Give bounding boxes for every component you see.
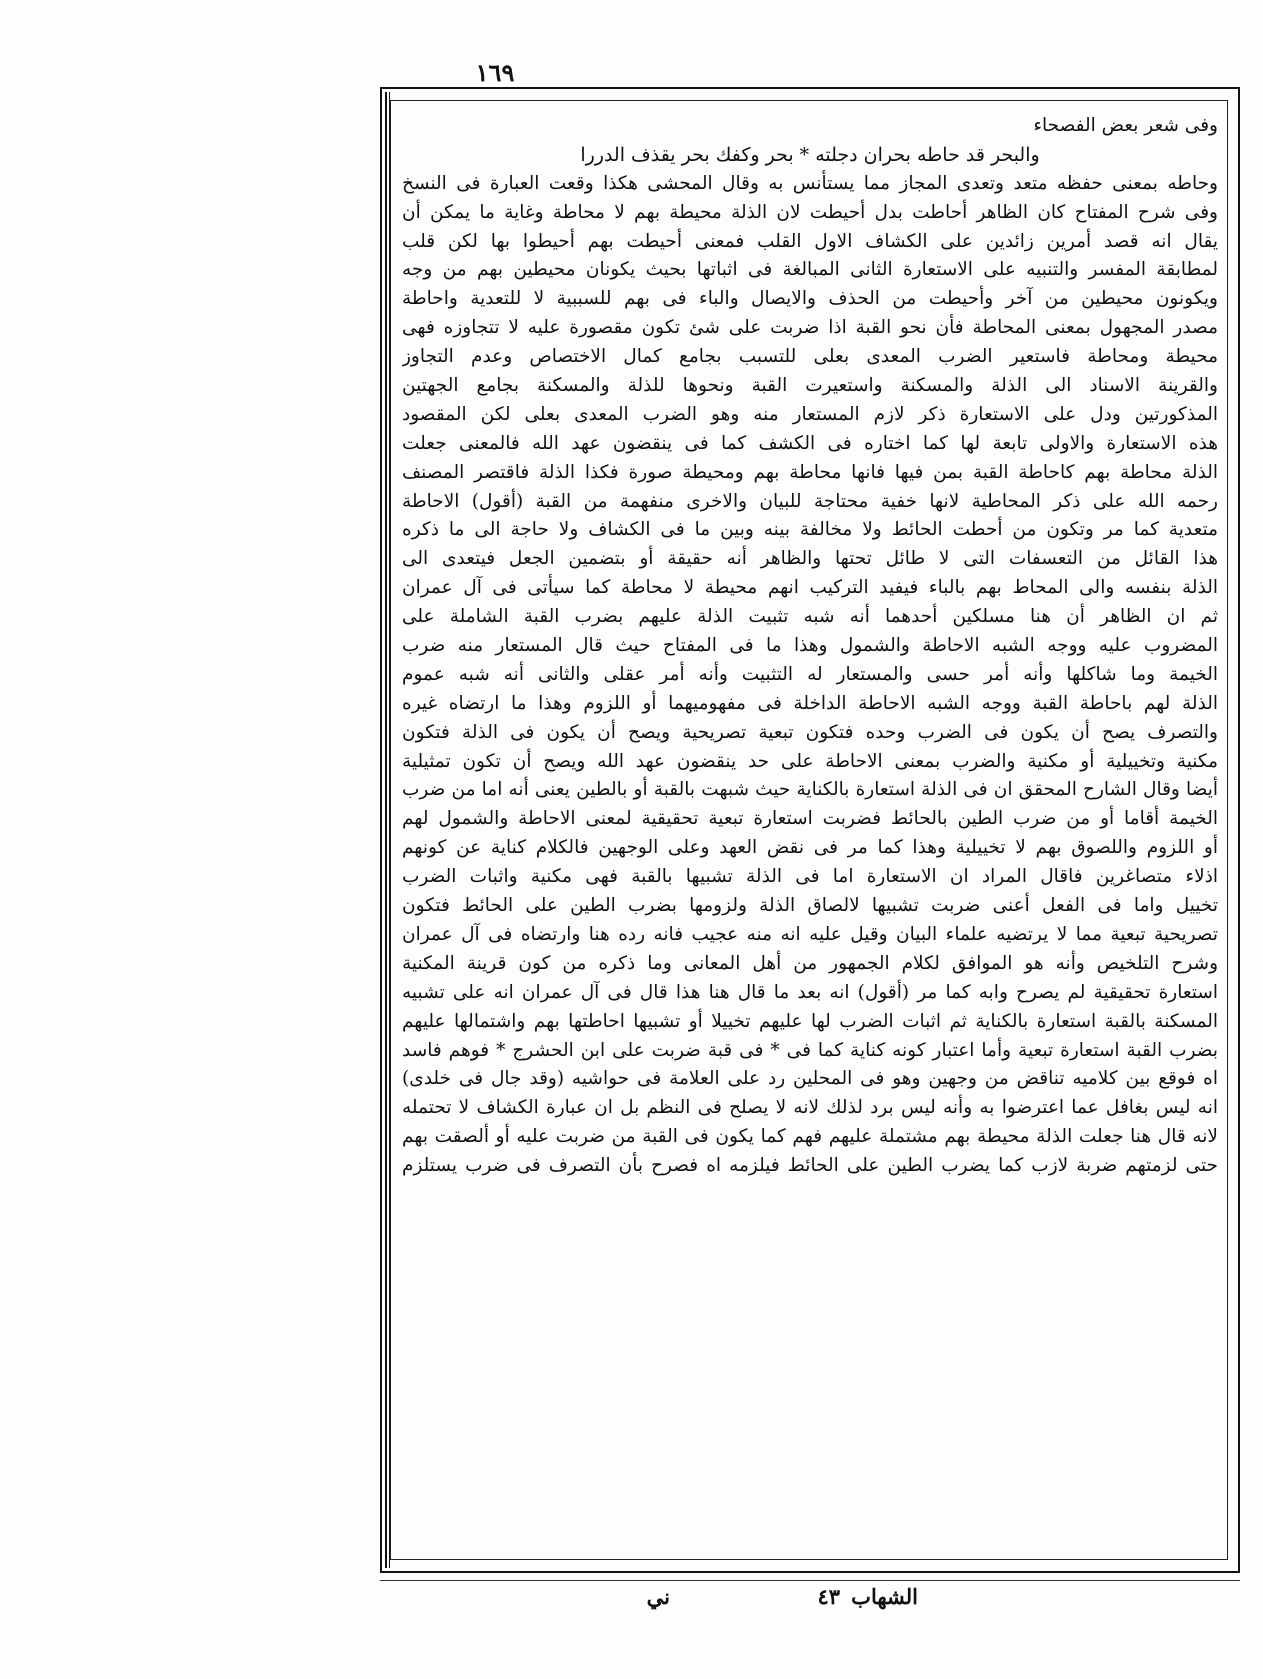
main-text-block bbox=[402, 112, 1218, 1552]
footer-rule bbox=[380, 1580, 1240, 1581]
text-line: وفى شعر بعض الفصحاء bbox=[1033, 115, 1218, 136]
margin-double-rule bbox=[385, 92, 390, 1568]
text-line: بضرب القبة استعارة تبعية وأما اعتبار كونه كناية كما فى * فى قبة ضربت على ابن الحشرج * فوهم فاسد bbox=[402, 1039, 1218, 1061]
text-line: أيضا وقال الشارح المحقق ان فى الذلة استعارة بالكناية حيث شبهت بالقبة أو بالطين يعنى أنه اما من ضرب bbox=[402, 779, 1218, 801]
text-line: متعدية كما مر وتكون من أحطت الحائط ولا مخالفة بينه وبين ما فى الكشاف ولا حاجة الى ما ذكره bbox=[402, 519, 1218, 541]
text-line: والتصرف يصح أن يكون فى الضرب وحده فتكون تبعية تصريحية ويصح أن يكون فى الذلة فتكون bbox=[402, 721, 1218, 743]
text-line: هذه الاستعارة والاولى تابعة لها كما اختاره فى الكشف كما فى ينقضون عهد الله فالمعنى جعلت bbox=[402, 432, 1218, 454]
text-line: مصدر المجهول بمعنى المحاطة فأن نحو القبة اذا ضربت على شئ تكون مقصورة عليه لا تتجاوزه فهى bbox=[402, 317, 1218, 339]
text-line: اذلاء متصاغرين فاقال المراد ان الاستعارة اما فى الذلة تشبيها بالقبة فهى مكنية واثبات الضرب bbox=[402, 866, 1218, 888]
text-line: الخيمة أقاما أو من ضرب الطين بالحائط فضربت استعارة تبعية تحقيقية لمعنى الاحاطة والشمول لهم bbox=[402, 808, 1218, 830]
text-line: لانه قال هنا جعلت الذلة محيطة بهم مشتملة عليهم فهم كما يكون فى القبة من ضربت عليه أو ألصقت بهم bbox=[402, 1126, 1218, 1148]
text-line: يقال انه قصد أمرين زائدين على الكشاف الاول القلب فمعنى أحيطت بهم أحيطوا بها لكن قلب bbox=[402, 230, 1218, 252]
signature-title: الشهاب bbox=[851, 1584, 918, 1609]
signature-number: ٤٣ bbox=[817, 1584, 840, 1609]
text-line: أو اللزوم واللصوق بهم لا تخييلية وهذا كما مر فى نقض العهد وعلى الوجهين فالكلام كناية عن كونهم bbox=[402, 837, 1218, 859]
text-line: والقرينة الاسناد الى الذلة والمسكنة واستعيرت القبة ونحوها للذلة والمسكنة بجامع الجهتين bbox=[402, 375, 1218, 397]
text-line: الخيمة وما شاكلها وأنه أمر حسى والمستعار له التثبيت وأنه أمر عقلى والثانى أنه شبه عموم bbox=[402, 663, 1218, 685]
text-line: المضروب عليه ووجه الشبه الاحاطة والشمول وهذا ما فى المفتاح حيث قال المستعار منه ضرب bbox=[402, 635, 1218, 657]
text-line: وفى شرح المفتاح كان الظاهر أحاطت بدل أحيطت لان الذلة محيطة بهم لا محاطة وغاية ما يمكن أن bbox=[402, 201, 1218, 223]
text-line: المسكنة بالقبة استعارة بالكناية ثم اثبات الضرب لها عليهم تخييلا أو تشبيها احاطتها بهم واشتمالها عليهم bbox=[402, 1010, 1218, 1032]
text-line: مكنية وتخييلية أو مكنية والضرب بمعنى الاحاطة على حد ينقضون عهد الله ويصح أن تكون تمثيلية bbox=[402, 750, 1218, 772]
text-line: المذكورتين ودل على الاستعارة ذكر لازم المستعار منه وهو الضرب المعدى بعلى لكن المقصود bbox=[402, 403, 1218, 425]
text-line: وشرح التلخيص وأنه هو الموافق لكلام الجمهور من أهل المعانى وما ذكره من كون قرينة المكنية bbox=[402, 952, 1218, 974]
text-line: الذلة محاطة بهم كاحاطة القبة بمن فيها فانها محاطة بهم ومحيطة صورة فكذا الذلة فاقتصر المصنف bbox=[402, 461, 1218, 483]
text-line: ثم ان الظاهر أن هنا مسلكين أحدهما أنه شبه تثبيت الذلة عليهم بضرب القبة الشاملة على bbox=[402, 606, 1218, 628]
signature-footer bbox=[600, 1582, 1000, 1618]
text-line: ويكونون محيطين من آخر وأحيطت من الحذف والايصال والباء فى بهم للسببية لا للتعدية واحاطة bbox=[402, 288, 1218, 310]
text-line: الذلة بنفسه والى المحاط بهم بالباء فيفيد التركيب انهم محيطة لا محاطة كما سيأتى فى آل عمران bbox=[402, 577, 1218, 599]
text-line: هذا القائل من التعسفات التى لا طائل تحتها والظاهر أنه حقيقة أو بتضمين الجعل فيتعدى الى bbox=[402, 548, 1218, 570]
text-line: استعارة تحقيقية لم يصرح وابه كما مر (أقول) انه بعد ما قال هنا هذا قال فى آل عمران انه على تشبيه bbox=[402, 981, 1218, 1003]
text-line: حتى لزمتهم ضربة لازب كما يضرب الطين على الحائط فيلزمه اه فصرح بأن التصرف فى ضرب يستلزم bbox=[402, 1155, 1218, 1177]
text-line: لمطابقة المفسر والتنبيه على الاستعارة الثانى المبالغة فى اثباتها بحيث يكونان محيطين بهم من وجه bbox=[402, 259, 1218, 281]
page-number: ١٦٩ bbox=[475, 58, 515, 87]
text-line: تخييل واما فى الفعل أعنى ضربت تشبيها لالصاق الذلة ولزومها بضرب الطين على الحائط فتكون bbox=[402, 895, 1218, 917]
text-line bbox=[402, 1181, 1218, 1210]
text-line: وحاطه بمعنى حفظه متعد وتعدى المجاز مما يستأنس به وقال المحشى هكذا وقعت العبارة فى النسخ bbox=[402, 172, 1218, 194]
text-line: اه فوقع بين كلاميه تناقض من وجهين وهو فى المحلين رد على العلامة فى حواشيه (وقد جال فى خلدى) bbox=[402, 1068, 1218, 1090]
text-line: الذلة لهم باحاطة القبة ووجه الشبه الاحاطة الداخلة فى مفهوميهما أو اللزوم وهذا ما ارتضاه غيره bbox=[402, 692, 1218, 714]
text-line: انه ليس بغافل عما اعترضوا به وأنه ليس برد لذلك لانه لا يصلح فى النظم بل ان عبارة الكشاف لا تحتمله bbox=[402, 1097, 1218, 1119]
text-line: محيطة ومحاطة فاستعير الضرب المعدى بعلى للتسبب بجامع كمال الاختصاص وعدم التجاوز bbox=[402, 346, 1218, 368]
verse-line: والبحر قد حاطه بحران دجلته * بحر وكفك بحر يقذف الدررا bbox=[580, 143, 1040, 166]
text-line: تصريحية تبعية مما لا يرتضيه علماء البيان وقيل عليه انه منه عجيب فانه رده هنا وارتضاه فى آل عمران bbox=[402, 923, 1218, 945]
signature-part: ني bbox=[646, 1584, 670, 1609]
text-line: رحمه الله على ذكر المحاطية لانها خفية محتاجة للبيان والاخرى منفهمة من القبة (أقول) الاحاطة bbox=[402, 490, 1218, 512]
